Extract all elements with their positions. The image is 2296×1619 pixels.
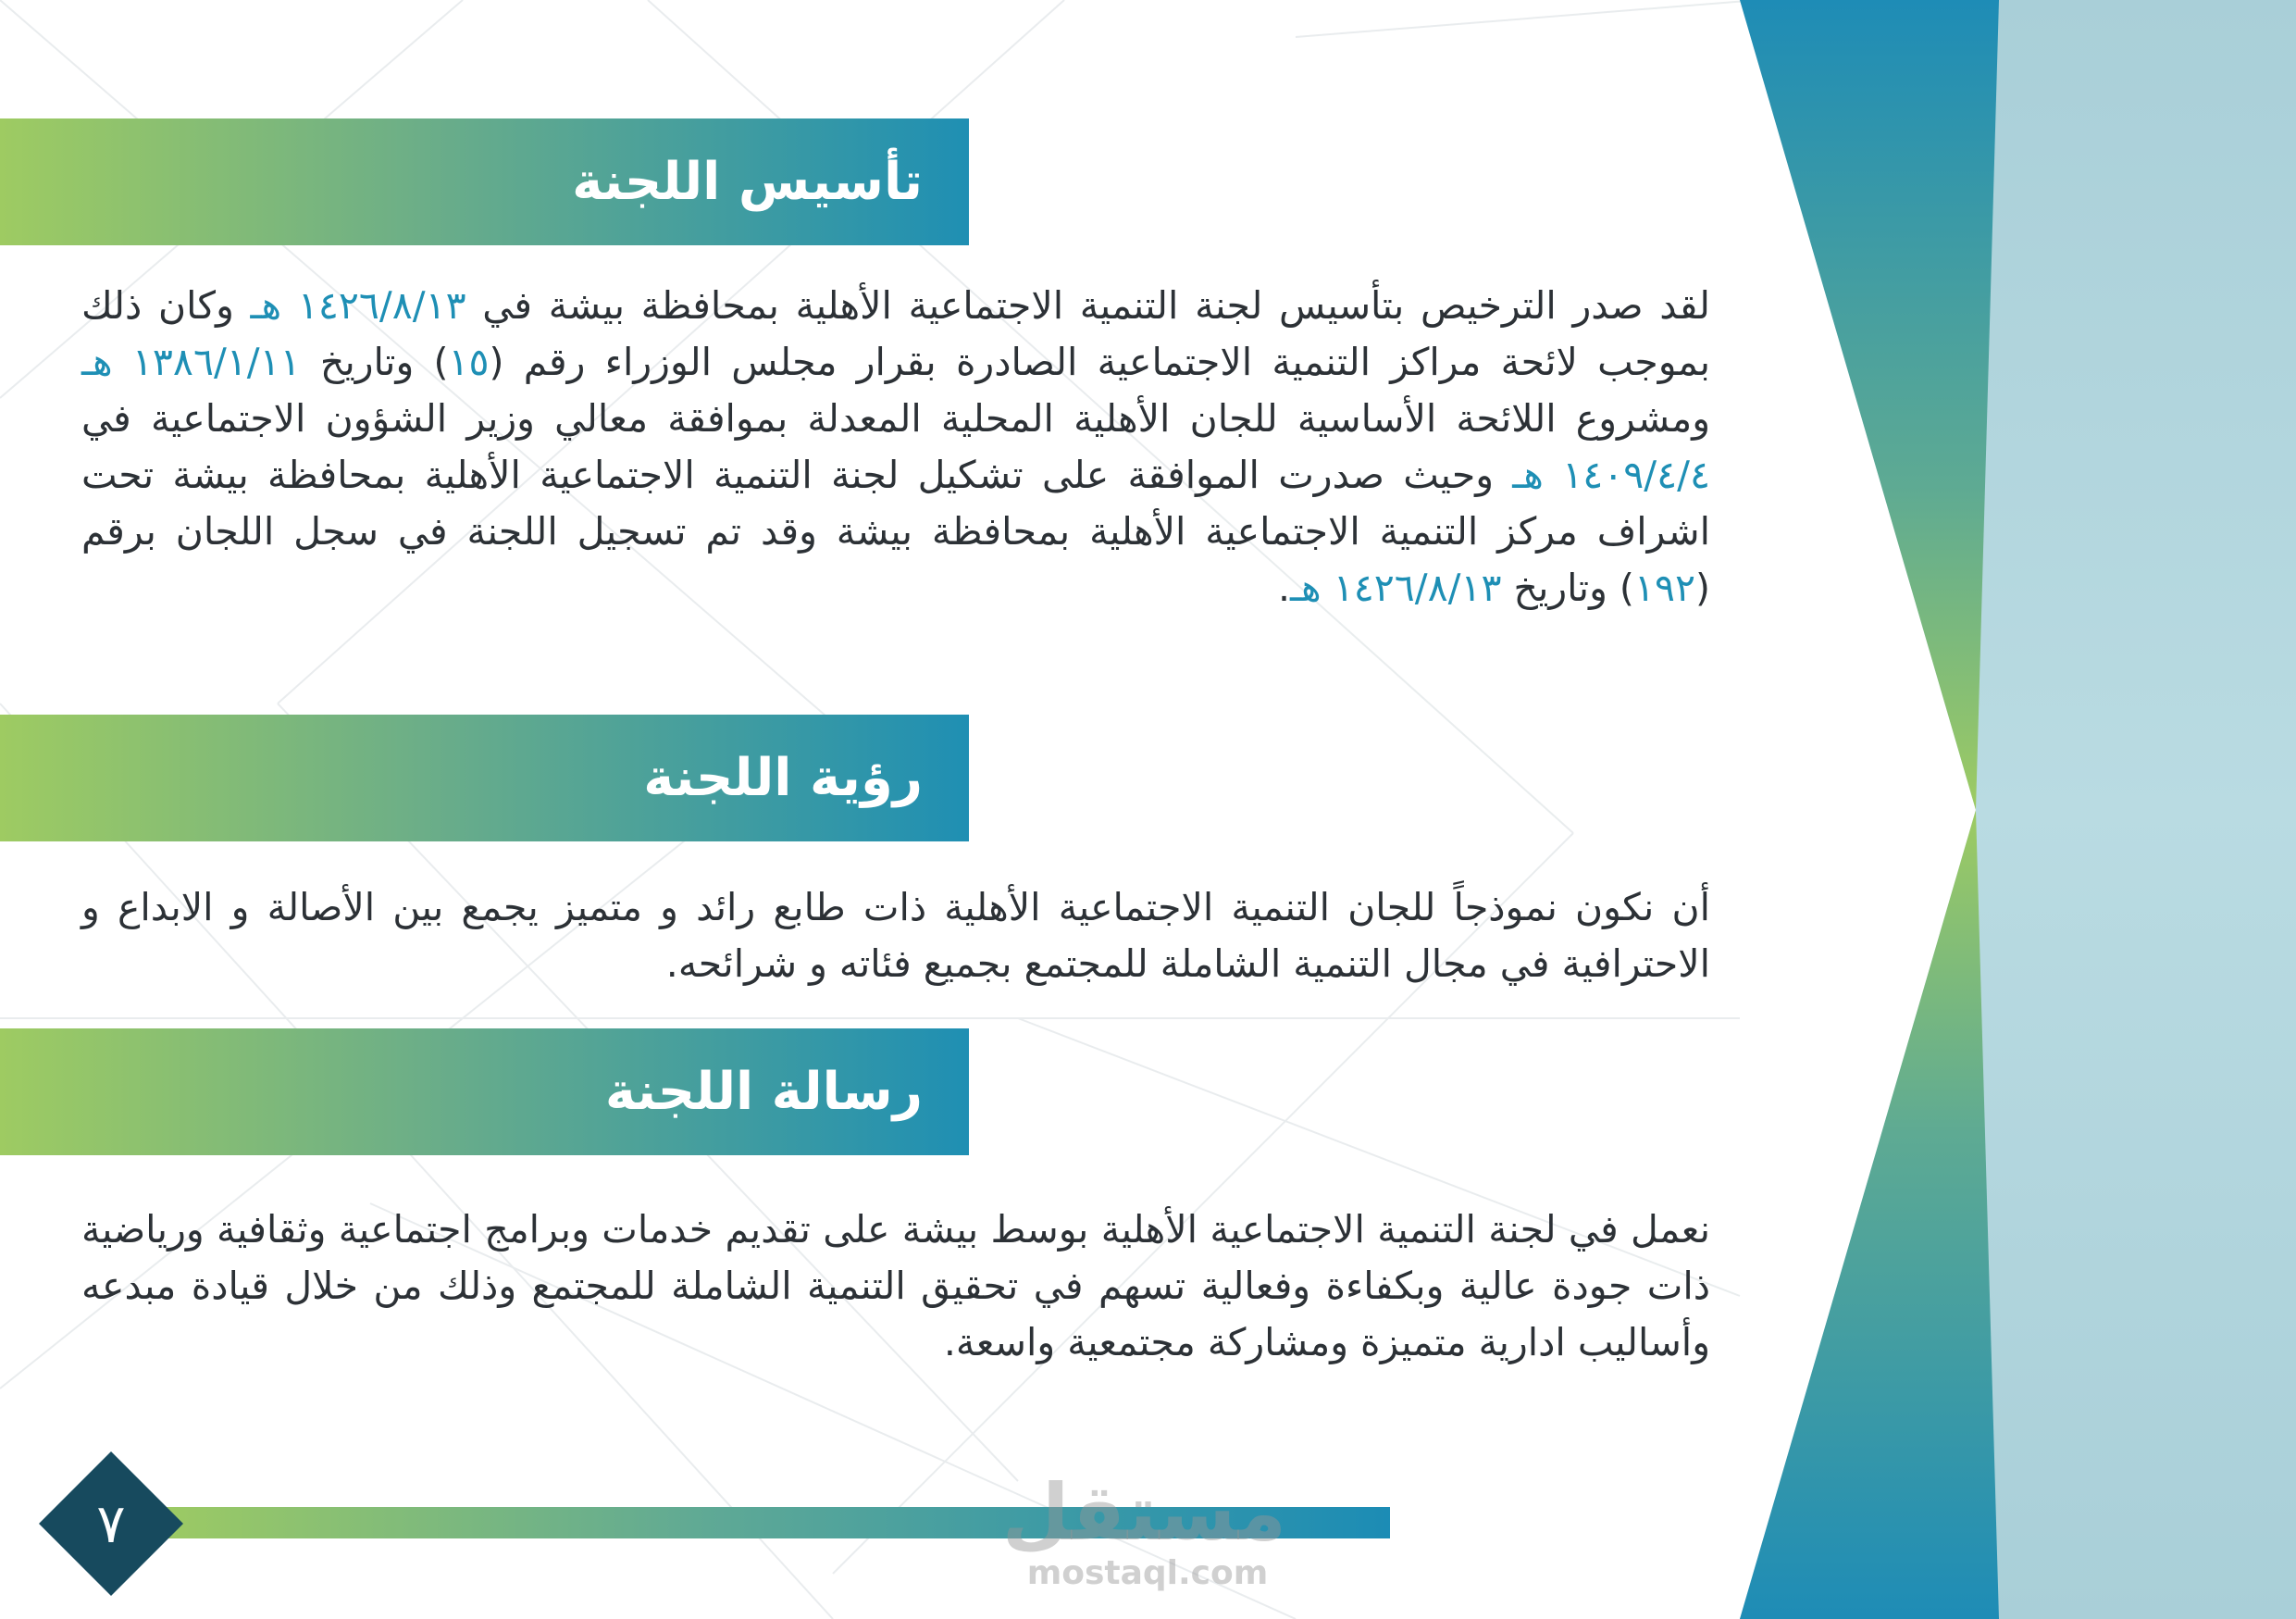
highlighted-number: ١٤٠٩/٤/٤ هـ bbox=[1512, 453, 1710, 497]
paragraph-text: . bbox=[1277, 566, 1291, 610]
paragraph-text: ومشروع اللائحة الأساسية للجان الأهلية المحلية المعدلة بموافقة معالي وزير الشؤون الاجتماعية في bbox=[81, 396, 1710, 441]
paragraph-text: وحيث صدرت الموافقة على تشكيل لجنة التنمية الاجتماعية الأهلية بمحافظة بيشة تحت اشراف مركز التنمية الاجتماعية الأهلية بمحافظة بيشة وقد تم تسجيل اللجنة في سجل اللجان برقم ( bbox=[81, 453, 1710, 610]
watermark-latin: mostaql.com bbox=[1026, 1554, 1269, 1592]
paragraph-text: نعمل في لجنة التنمية الاجتماعية الأهلية بوسط بيشة على تقديم خدمات وبرامج اجتماعية وثقافية ورياضية ذات جودة عالية وبكفاءة وفعالية تسهم في تحقيق التنمية الشاملة للمجتمع وذلك من خلال قيادة مبدعه وأساليب ادارية متميزة ومشاركة مجتمعية واسعة. bbox=[81, 1207, 1710, 1364]
highlighted-number: ١٩٢ bbox=[1633, 566, 1695, 610]
watermark-arabic: مستقل bbox=[1001, 1467, 1286, 1558]
paragraph-text: لقد صدر الترخيص بتأسيس لجنة التنمية الاجتماعية الأهلية بمحافظة بيشة في bbox=[465, 283, 1710, 328]
highlighted-number: ١٤٢٦/٨/١٣ هـ bbox=[1290, 566, 1502, 610]
highlighted-number: ١٥ bbox=[448, 340, 490, 384]
paragraph-text: وكان ذلك بموجب لائحة مراكز التنمية الاجتماعية الصادرة بقرار مجلس الوزراء رقم ( bbox=[81, 283, 1710, 384]
section-title-mission: رسالة اللجنة bbox=[604, 1062, 923, 1122]
page-number: ٧ bbox=[96, 1492, 126, 1555]
paragraph-text: أن نكون نموذجاً للجان التنمية الاجتماعية الأهلية ذات طابع رائد و متميز يجمع بين الأصالة و الابداع و الاحترافية في مجال التنمية الشاملة للمجتمع بجميع فئاته و شرائحه. bbox=[81, 885, 1710, 986]
section-body-vision bbox=[81, 879, 1710, 992]
paragraph-text: ) وتاريخ bbox=[300, 340, 449, 384]
mostaql-watermark bbox=[1001, 1467, 1286, 1592]
highlighted-number: ١٣٨٦/١/١١ هـ bbox=[81, 340, 301, 384]
section-header-founding bbox=[0, 118, 969, 245]
section-header-vision bbox=[0, 715, 969, 841]
section-title-vision: رؤية اللجنة bbox=[643, 748, 923, 808]
section-header-mission bbox=[0, 1028, 969, 1155]
section-body-founding bbox=[81, 278, 1710, 616]
section-title-founding: تأسيس اللجنة bbox=[572, 152, 923, 212]
paragraph-text: ) وتاريخ bbox=[1501, 566, 1634, 610]
highlighted-number: ١٤٢٦/٨/١٣ هـ bbox=[250, 283, 466, 328]
section-body-mission bbox=[81, 1202, 1710, 1371]
